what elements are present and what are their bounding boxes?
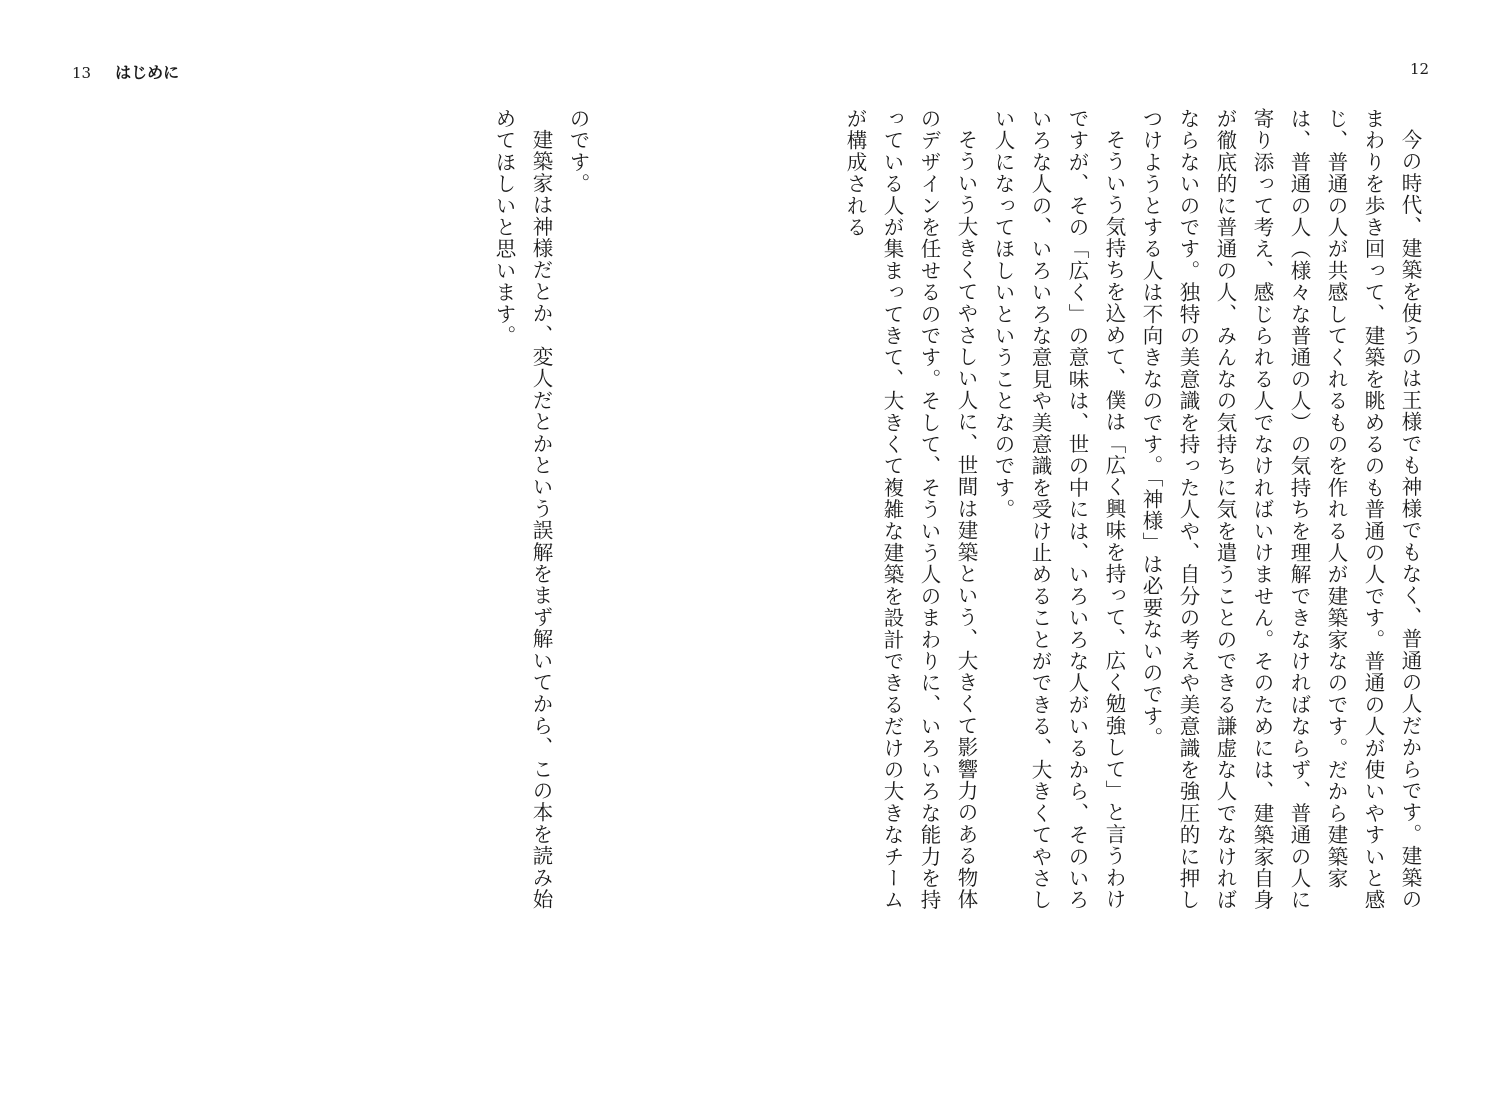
left-page-body — [492, 108, 596, 928]
paragraph: のです。 — [566, 108, 590, 195]
paragraph: そういう気持ちを込めて、僕は「広く興味を持って、広く勉強して」と言うわけですが、その「広く」の意味は、世の中には、いろいろな人がいるから、そのいろいろな人の、いろいろな意見や美意識を受け止めることができる、大きくてやさしい人になってほしいということなのです。 — [991, 108, 1126, 911]
paragraph: 今の時代、建築を使うのは王様でも神様でもなく、普通の人だからです。建築のまわりを歩き回って、建築を眺めるのも普通の人です。普通の人が使いやすいと感じ、普通の人が共感してくれるものを作れる人が建築家なのです。だから建築家は、普通の人（様々な普通の人）の気持ちを理解できなければならず、普通の人に寄り添って考え、感じられる人でなければいけません。そのためには、建築家自身が徹底的に普通の人、みんなの気持ちに気を遣うことのできる謙虚な人でなければならないのです。独特の美意識を持った人や、自分の考えや美意識を強圧的に押しつけようとする人は不向きなのです。「神様」は必要ないのです。 — [1139, 108, 1422, 911]
right-page-body — [843, 108, 1428, 928]
left-page-number: 13 — [72, 64, 92, 82]
paragraph: そういう大きくてやさしい人に、世間は建築という、大きくて影響力のある物体のデザインを任せるのです。そして、そういう人のまわりに、いろいろな能力を持っている人が集まってきて、大きくて複雑な建築を設計できるだけの大きなチームが構成される — [843, 108, 978, 911]
paragraph: 建築家は神様だとか、変人だとかという誤解をまず解いてから、この本を読み始めてほしいと思います。 — [492, 108, 553, 910]
right-page-number: 12 — [1410, 60, 1430, 78]
section-title: はじめに — [115, 63, 180, 82]
left-page-header — [72, 60, 179, 83]
